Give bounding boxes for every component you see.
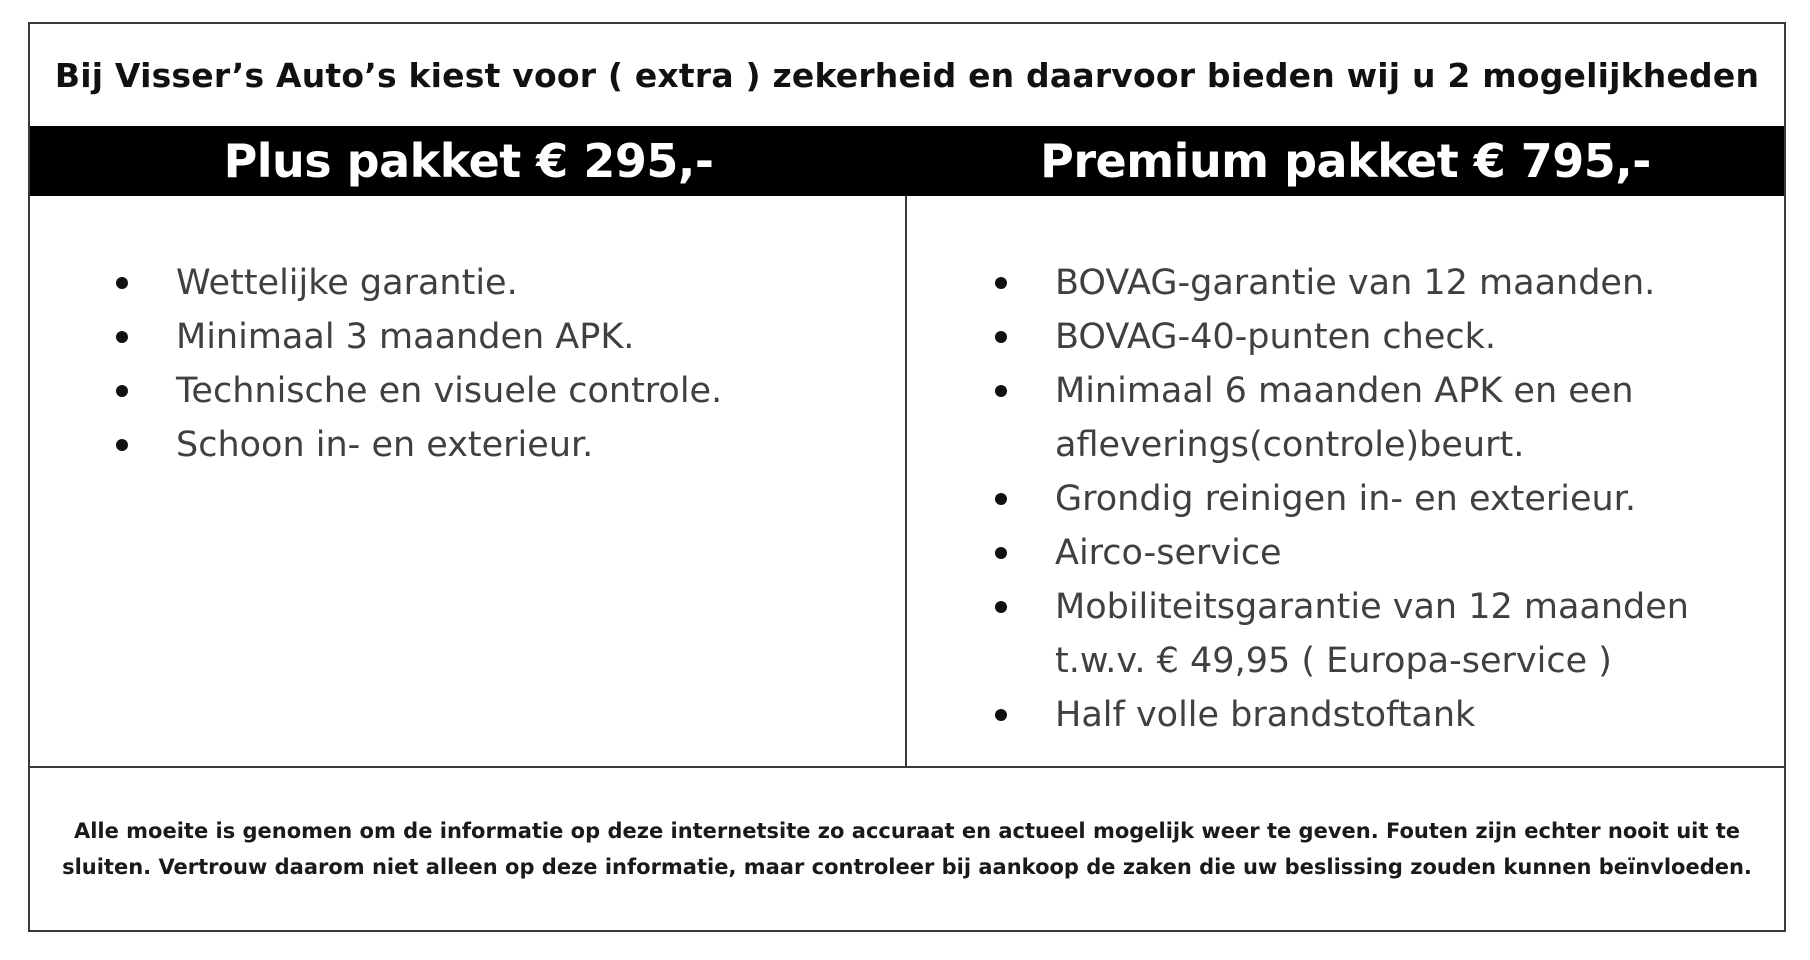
bullet-icon [995, 331, 1007, 343]
bullet-icon [116, 385, 128, 397]
premium-package-column [907, 196, 1784, 766]
list-item-text: Mobiliteitsgarantie van 12 maanden [1055, 587, 1689, 627]
plus-package-header [30, 126, 907, 196]
plus-package-column [30, 196, 907, 766]
list-item [116, 418, 905, 472]
plus-package-title: Plus pakket € 295,- [223, 134, 714, 188]
list-item [995, 526, 1784, 580]
list-item-text: Wettelijke garantie. [176, 263, 518, 303]
list-item-text: Technische en visuele controle. [176, 371, 723, 411]
plus-package-list [116, 256, 905, 472]
list-item [116, 256, 905, 310]
list-item-continuation [995, 418, 1784, 472]
bullet-icon [116, 439, 128, 451]
premium-package-title: Premium pakket € 795,- [1040, 134, 1651, 188]
list-item-text: BOVAG-garantie van 12 maanden. [1055, 263, 1656, 303]
list-item [116, 364, 905, 418]
premium-package-header [907, 126, 1784, 196]
bullet-icon [995, 547, 1007, 559]
title-row [30, 24, 1784, 126]
list-item-text: BOVAG-40-punten check. [1055, 317, 1497, 357]
bullet-icon [116, 331, 128, 343]
list-item [116, 310, 905, 364]
list-item [995, 310, 1784, 364]
bullet-icon [995, 385, 1007, 397]
bullet-icon [116, 277, 128, 289]
list-item-text: t.w.v. € 49,95 ( Europa-service ) [1055, 641, 1612, 681]
package-comparison-table [28, 22, 1786, 932]
bullet-icon [995, 277, 1007, 289]
bullet-icon [995, 493, 1007, 505]
list-item-text: Schoon in- en exterieur. [176, 425, 594, 465]
disclaimer-box [30, 768, 1784, 930]
list-item [995, 472, 1784, 526]
bullet-icon [995, 709, 1007, 721]
package-columns [30, 196, 1784, 768]
list-item-continuation [995, 634, 1784, 688]
list-item-text: Grondig reinigen in- en exterieur. [1055, 479, 1636, 519]
list-item-text: Half volle brandstoftank [1055, 695, 1476, 735]
package-header-band [30, 126, 1784, 196]
list-item [995, 580, 1784, 634]
list-item [995, 688, 1784, 742]
list-item [995, 364, 1784, 418]
bullet-icon [995, 601, 1007, 613]
list-item-text: afleverings(controle)beurt. [1055, 425, 1525, 465]
disclaimer-text: Alle moeite is genomen om de informatie op deze internetsite zo accuraat en actueel mogelijk weer te geven. Fouten zijn echter nooit uit te sluiten. Vertrouw daarom niet alleen op deze informatie, maar controleer bij aankoop de zaken die uw beslissing zouden kunnen beïnvloeden. [62, 819, 1752, 879]
premium-package-list [995, 256, 1784, 742]
list-item-text: Minimaal 3 maanden APK. [176, 317, 635, 357]
list-item-text: Airco-service [1055, 533, 1282, 573]
list-item-text: Minimaal 6 maanden APK en een [1055, 371, 1634, 411]
list-item [995, 256, 1784, 310]
page-title: Bij Visser’s Auto’s kiest voor ( extra ) zekerheid en daarvoor bieden wij u 2 mogelijkheden [54, 55, 1760, 95]
